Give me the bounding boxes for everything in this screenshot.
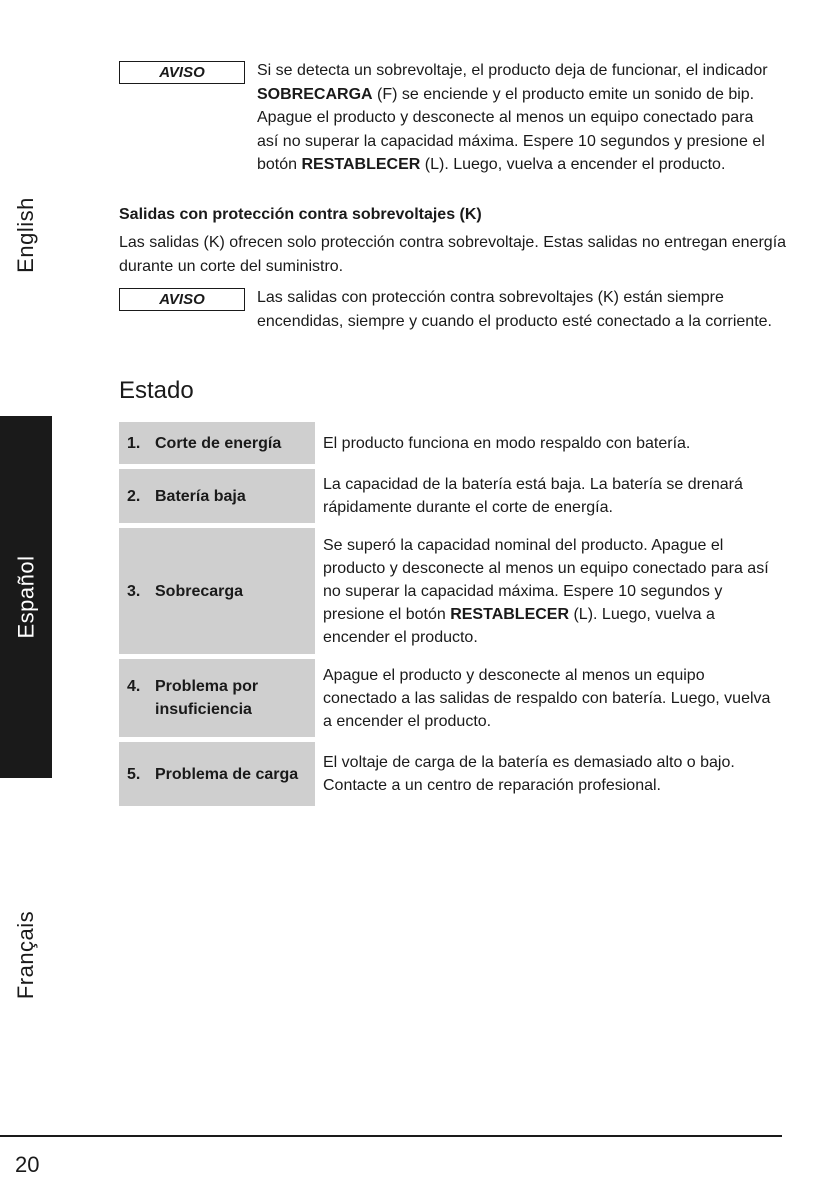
row-number: 4.	[127, 678, 141, 695]
surge-outlets-heading: Salidas con protección contra sobrevoltajes (K)	[119, 206, 482, 223]
row-number: 1.	[127, 434, 141, 452]
status-label-cell	[119, 659, 315, 737]
row-number: 3.	[127, 582, 141, 600]
status-description	[315, 528, 781, 654]
notice-text-part: Si se detecta un sobrevoltaje, el producto deja de funcionar, el indicador	[257, 62, 768, 79]
status-label: Batería baja	[155, 487, 246, 505]
status-description-part: (L). Luego, vuelva a encender el producto.	[323, 605, 715, 646]
notice-text-part: (L). Luego, vuelva a encender el producto.	[420, 156, 726, 173]
status-label: Sobrecarga	[155, 582, 244, 600]
side-tab-english[interactable]	[0, 170, 52, 300]
status-label-cell	[119, 742, 315, 806]
status-row	[119, 422, 781, 464]
status-row	[119, 528, 781, 654]
row-number: 2.	[127, 487, 141, 505]
notice-text: Las salidas con protección contra sobrevoltajes (K) están siempre encendidas, siempre y cuando el producto esté conectado a la corriente.	[257, 289, 772, 330]
status-label: Problema por insuficiencia	[155, 678, 259, 718]
status-row	[119, 469, 781, 523]
surge-outlets-paragraph: Las salidas (K) ofrecen solo protección contra sobrevoltaje. Estas salidas no entregan energía durante un corte del suministro.	[119, 234, 787, 275]
side-tab-espanol[interactable]	[0, 416, 52, 778]
notice-label: AVISO	[119, 288, 245, 311]
notice-text-part: (F) se enciende y el producto emite un sonido de bip. Apague el producto y desconecte al menos un equipo conectado para así no superar la capacidad máxima. Espere 10 segundos y presione el botón	[257, 85, 765, 173]
side-tab-francais-label: Français	[13, 910, 39, 1000]
status-label: Corte de energía	[155, 434, 282, 452]
side-tab-francais[interactable]	[0, 890, 52, 1020]
section-title: Estado	[119, 377, 194, 404]
status-description: El voltaje de carga de la batería es demasiado alto o bajo. Contacte a un centro de reparación profesional.	[323, 754, 735, 794]
notice-label: AVISO	[119, 61, 245, 84]
side-tab-espanol-label: Español	[13, 555, 39, 639]
status-label-cell	[119, 528, 315, 654]
page-number: 20	[15, 1152, 40, 1177]
status-description: Apague el producto y desconecte al menos un equipo conectado a las salidas de respaldo con batería. Luego, vuelva a encender el producto.	[323, 666, 771, 730]
status-label-cell	[119, 469, 315, 523]
reset-button-term: RESTABLECER	[450, 605, 570, 623]
status-description: La capacidad de la batería está baja. La batería se drenará rápidamente durante el corte de energía.	[323, 476, 743, 516]
notice-surge-outlets	[119, 286, 799, 333]
reset-button-term: RESTABLECER	[301, 156, 421, 173]
status-label: Problema de carga	[155, 765, 299, 783]
status-description: El producto funciona en modo respaldo con batería.	[323, 434, 691, 452]
status-table	[119, 422, 781, 806]
status-row	[119, 742, 781, 806]
side-tab-english-label: English	[13, 197, 38, 273]
notice-text	[257, 59, 777, 177]
overload-indicator-term: SOBRECARGA	[257, 85, 373, 103]
status-row	[119, 659, 781, 737]
row-number: 5.	[127, 765, 141, 783]
status-description-part: Se superó la capacidad nominal del producto. Apague el producto y desconecte al menos un equipo conectado para así no superar la capacidad máxima. Espere 10 segundos y presione el botón	[323, 536, 769, 623]
footer-divider	[0, 1135, 782, 1137]
notice-overvoltage	[119, 59, 799, 177]
status-label-cell	[119, 422, 315, 464]
